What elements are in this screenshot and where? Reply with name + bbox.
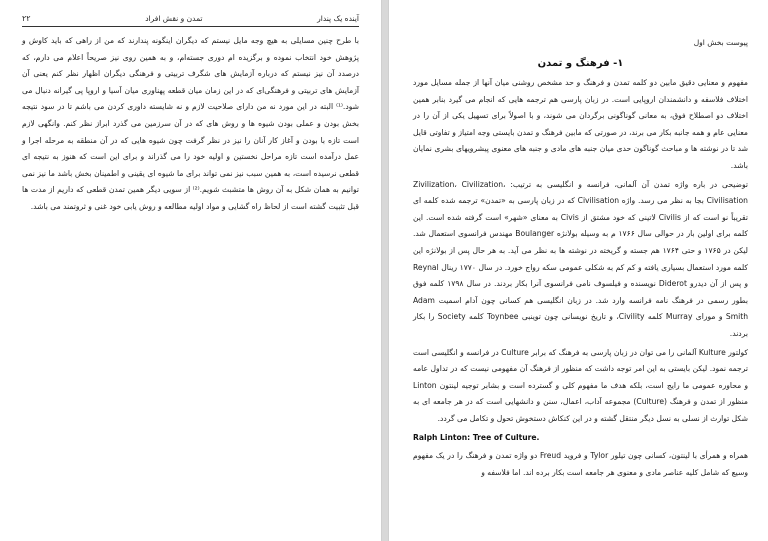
- page-number: ۲۲: [22, 14, 31, 23]
- right-paragraph-4: همراه و همرأی با لینتون، کسانی چون تیلور Tylor و فروید Freud دو واژه تمدن و فرهنگ را در یک مفهوم وسیع که شامل کلیه عناصر مادی و معنوی هر جامعه است بکار برده اند. اما فلاسفه و: [413, 451, 748, 478]
- right-paragraph-1: مفهوم و معنایی دقیق مابین دو کلمه تمدن و فرهنگ و حد مشخص روشنی میان آنها از جمله مسایل مورد اختلاف فلاسفه و دانشمندان اروپایی است. در زبان پارسی هم ترجمه هایی که انجام می گیرد بنابر همین اختلاف دو اصطلاح فوق، به معانی گوناگونی برگردان می شوند، و با اصولاً برای تسهیل یکی از آن را در معنایی عام و همه جانبه بکار می برند، در صورتی که مابین فرهنگ و تمدن بایستی وجه امتیاز و تفاوتی قایل شد تا در نوشته ها و مباحث گوناگون حدی میان جنبه های مادی و جنبه های معنوی پیشرویهای بشری نمایان باشد.: [413, 78, 748, 170]
- right-body-text: [413, 75, 748, 427]
- left-running-header: [22, 14, 359, 27]
- left-paragraph: با طرح چنین مسایلی به هیچ وجه مایل نیستم که دیگران اینگونه پندارند که من از راهی که باید کاوش و پژوهش خود انتخاب نموده و برگزیده ام دوری جسته‌ام، و به همین روی نیز صریحاً اعلام می دارم، که درصدد آن نیز نیستم که درباره آزمایش های شگرف تربیتی و فرهنگی دیگران اظهار نظر کنم یعنی آن آزمایش های تربیتی و فرهنگی‌ای که در این زمان میان قطعه پهناوری میان آسیا و اروپا پی گیرانه دنبال می شود.⁽¹⁾ البته در این مورد نه من دارای صلاحیت لازم و نه شایسته داوری کردن می باشم تا در سود نتیجه بخش بودن و عملی بودن شیوه ها و روش های که در آن سرزمین می گذرد ابراز نظر کنم. وانگهی لازم است تازه با بودن و آغاز کار آنان را نیز در نظر گرفت چون شیوه هایی که در آن منطقه به مرحله اجرا و عمل درآمده است تازه مراحل نخستین و اولیه خود را می گذراند و برای این است که هنوز به نتیجه ای قطعی نرسیده است، به همین سبب نیز نمی تواند برای ما شیوه ای یقینی و اطمینان بخش باشد ما نیز نمی توانیم به همان شکل به آن روش ها متشبث شویم.⁽²⁾ از سویی دیگر همین تمدن قطعی که داریم از مدت ها قبل تثبیت گشته است از لحاظ راه گشایی و مواد اولیه مطالعه و روش یابی خود غنی و ثروتمند می باشد.: [22, 36, 360, 211]
- left-body-text: [22, 33, 359, 216]
- right-page: [388, 0, 768, 541]
- right-running-header: [413, 14, 748, 50]
- left-page: [0, 0, 382, 541]
- reference-line: Ralph Linton: Tree of Culture.: [413, 433, 540, 443]
- chapter-title: تمدن و نقش افراد: [145, 14, 203, 23]
- section-heading: ۱- فرهنگ و تمدن: [537, 58, 624, 69]
- right-paragraph-3: کولتور Kulture آلمانی را می توان در زبان پارسی به فرهنگ که برابر Culture در فرانسه و انگلیسی است ترجمه نمود. لیکن بایستی به این امر توجه داشت که منظور از فرهنگ آن مفهومی نیست که در تداول عامه و محاوره عمومی ما رایج است، بلکه هدف ما مفهوم کلی و گسترده است و بشابر توجیه لینتون Linton منظور از تمدن و فرهنگ (Culture) مجموعه آداب، اعمال، سنن و دانشهایی است که در هر جامعه ای به شکل توارث از نسلی به نسل دیگر منتقل گشته و در این کنکاش دستخوش تحول و تکامل می گردد.: [413, 347, 748, 423]
- appendix-title: پیوست بخش اول: [693, 38, 748, 47]
- right-paragraph-2: توضیحی در باره واژه تمدن آن آلمانی، فرانسه و انگلیسی به ترتیب: Zivilization، Civilization، Civilisation بجا به نظر می رسد. واژه Civilisation که در زبان پارسی به «تمدن» ترجمه شده کلمه ای تقریباً نو است که از Civilis لاتینی که خود مشتق از Civis به معنای «شهر» است گرفته شده است. این کلمه برای اولین بار در حوالی سال ۱۷۶۶ م به وسیله بولانژه Boulanger مهندس فرانسوی استعمال شد. لیکن در ۱۷۶۵ و حتی ۱۷۶۴ هم جسته و گریخته در نوشته ها به نظر می آید. به هر حال پس از بولانژه این کلمه مورد استعمال بسیاری یافته و کم کم به شکلی عمومی سکه رواج خورد. در سال ۱۷۷۰ رینال Reynal و پس از آن دیدرو Diderot نویسنده و فیلسوف نامی فرانسوی آنرا بکار بردند. در سال ۱۷۹۸ کلمه فوق بطور رسمی در فرهنگ نامه فرانسه وارد شد. در زبان انگلیسی هم کسانی چون آدام اسمیت Adam Smith و مورای Murray کلمه Civility، و تاریخ نویسانی چون توینبی Toynbee کلمه Society را بکار بردند.: [413, 179, 749, 338]
- right-body-text-cont: [413, 448, 748, 481]
- book-title: آینده یک پندار: [317, 14, 359, 23]
